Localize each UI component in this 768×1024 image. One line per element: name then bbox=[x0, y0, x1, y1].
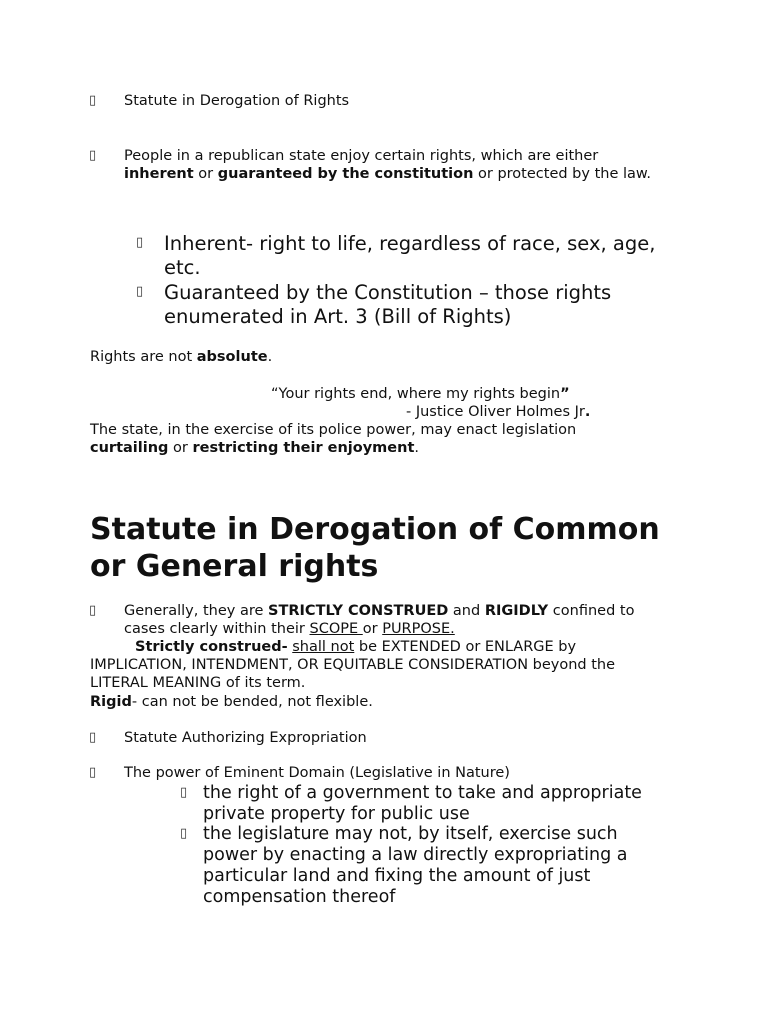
bullet-icon: ▯ bbox=[89, 93, 97, 108]
text-segment: be EXTENDED or ENLARGE by bbox=[354, 639, 577, 655]
paragraph-expropriation: Statute Authorizing Expropriation bbox=[124, 730, 367, 746]
quote-attribution bbox=[406, 403, 590, 421]
underline-scope: SCOPE bbox=[309, 621, 363, 637]
list-item-guaranteed: Guaranteed by the Constitution – those rights enumerated in Art. 3 (Bill of Rights) bbox=[164, 281, 612, 328]
bullet-icon: ▯ bbox=[136, 284, 144, 299]
bold-strictly-construed: STRICTLY CONSTRUED bbox=[268, 603, 449, 619]
rights-not-absolute bbox=[90, 348, 272, 366]
text-segment: Rights are not bbox=[90, 349, 197, 365]
bold-restricting: restricting their enjoyment bbox=[192, 440, 415, 456]
bold-curtailing: curtailing bbox=[90, 440, 169, 456]
paragraph-strictly-construed bbox=[124, 602, 724, 638]
text-segment: . bbox=[414, 440, 419, 456]
list-item-inherent: Inherent- right to life, regardless of race, sex, age, etc. bbox=[164, 232, 656, 279]
bullet-icon: ▯ bbox=[89, 148, 97, 163]
text-segment: . bbox=[267, 349, 273, 365]
bullet-icon: ▯ bbox=[89, 730, 97, 745]
bullet-icon: ▯ bbox=[136, 235, 144, 250]
text-segment: Generally, they are bbox=[124, 603, 269, 619]
paragraph-eminent-domain: The power of Eminent Domain (Legislative in Nature) bbox=[124, 765, 510, 781]
bold-rigidly: RIGIDLY bbox=[484, 603, 549, 619]
bold-rigid: Rigid bbox=[90, 694, 132, 710]
quote bbox=[271, 385, 570, 403]
quote-close: ” bbox=[560, 386, 570, 402]
heading-line-2: or General rights bbox=[90, 549, 379, 584]
underline-shall-not: shall not bbox=[292, 639, 355, 655]
text-segment: - can not be bended, not flexible. bbox=[131, 694, 373, 710]
bold-guaranteed: guaranteed by the constitution bbox=[217, 166, 474, 182]
strictly-construed-line-2: IMPLICATION, INTENDMENT, OR EQUITABLE CONSIDERATION beyond the bbox=[90, 657, 616, 673]
bullet-icon: ▯ bbox=[89, 603, 97, 618]
paragraph-police-power bbox=[90, 421, 710, 457]
paragraph-republican-rights bbox=[124, 147, 724, 183]
text-segment: or protected by the law. bbox=[473, 166, 652, 182]
list-item-legislature-limit: the legislature may not, by itself, exercise such power by enacting a law directly expropriating a particular land and fixing the amount of just compensation thereof bbox=[203, 824, 628, 907]
strictly-construed-line-3: LITERAL MEANING of its term. bbox=[90, 675, 306, 691]
text-segment: or bbox=[168, 440, 193, 456]
attribution-period: . bbox=[584, 404, 591, 420]
heading-line-1: Statute in Derogation of Common bbox=[90, 512, 660, 547]
text-segment: or bbox=[362, 621, 383, 637]
text-segment: or bbox=[193, 166, 218, 182]
list-item-eminent-definition: the right of a government to take and appropriate private property for public use bbox=[203, 783, 642, 824]
text-segment: The state, in the exercise of its police power, may enact legislation bbox=[90, 422, 577, 438]
underline-purpose: PURPOSE. bbox=[382, 621, 455, 637]
bold-absolute: absolute bbox=[196, 349, 268, 365]
paragraph-statute-derogation-rights: Statute in Derogation of Rights bbox=[124, 93, 350, 109]
bold-strictly-construed-term: Strictly construed- bbox=[135, 639, 288, 655]
bullet-icon: ▯ bbox=[89, 765, 97, 780]
bullet-icon: ▯ bbox=[180, 785, 188, 800]
quote-text: “Your rights end, where my rights begin bbox=[271, 386, 561, 402]
bullet-icon: ▯ bbox=[180, 826, 188, 841]
bold-inherent: inherent bbox=[124, 166, 194, 182]
text-segment: confined to bbox=[548, 603, 635, 619]
section-heading bbox=[90, 511, 730, 585]
rigid-definition bbox=[90, 693, 373, 711]
attribution-text: - Justice Oliver Holmes Jr bbox=[406, 404, 585, 420]
text-segment: and bbox=[448, 603, 485, 619]
text-segment: People in a republican state enjoy certain rights, which are either bbox=[124, 148, 599, 164]
strictly-construed-definition bbox=[135, 638, 576, 656]
text-segment: cases clearly within their bbox=[124, 621, 310, 637]
